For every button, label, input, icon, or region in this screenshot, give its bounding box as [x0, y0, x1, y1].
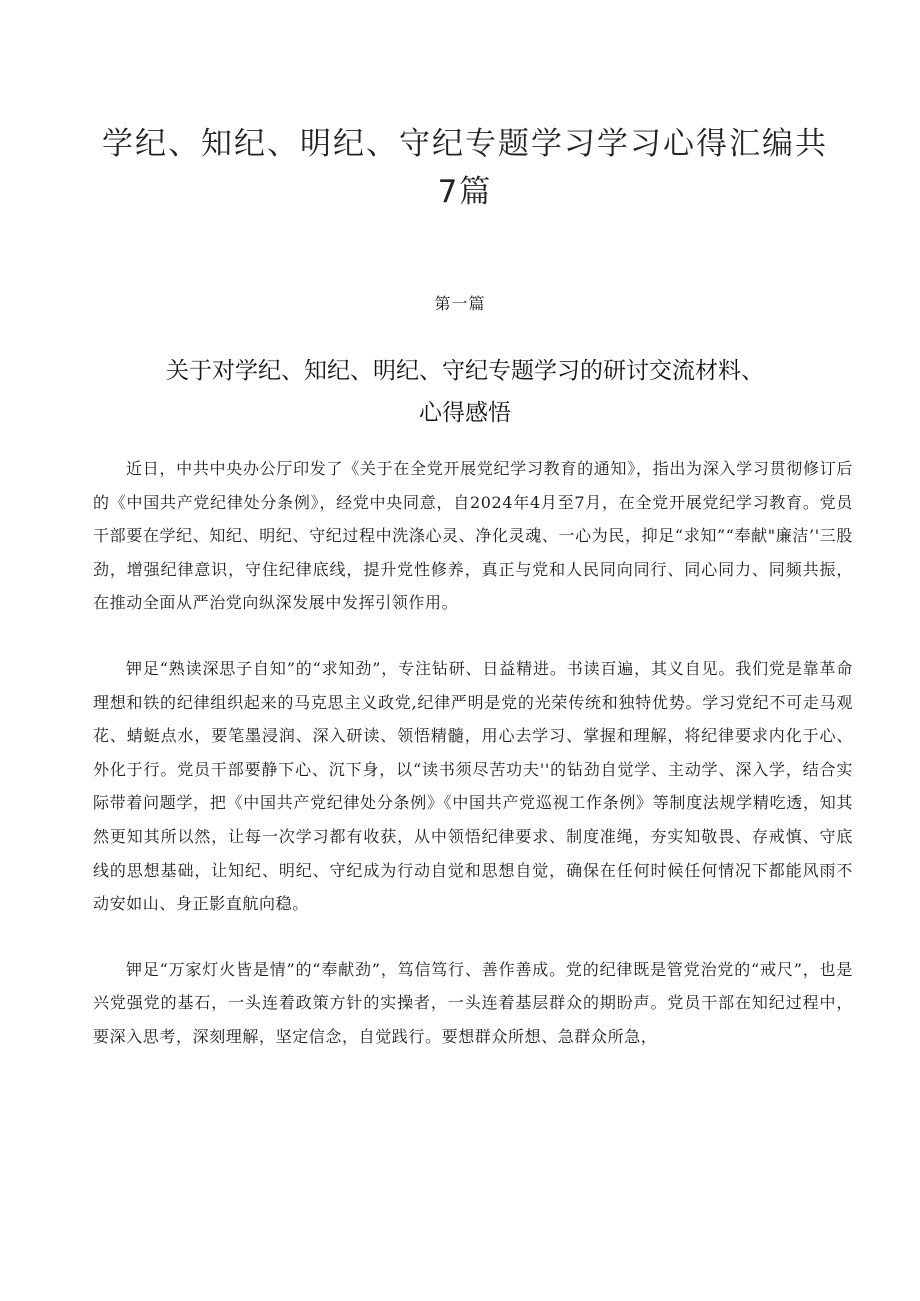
paragraph: 钾足“熟读深思子自知”的“求知劲”，专注钻研、日益精进。书读百遍，其义自见。我们党是靠革命理想和铁的纪律组织起来的马克思主义政党,纪律严明是党的光荣传统和独特优势。学习党纪不可走马观花、蜻蜓点水，要笔墨浸润、深入研读、领悟精髓，用心去学习、掌握和理解，将纪律要求内化于心、外化于行。党员干部要静下心、沉下身，以“读书须尽苦功夫''的钻劲自觉学、主动学、深入学，结合实际带着问题学，把《中国共产党纪律处分条例》《中国共产党巡视工作条例》等制度法规学精吃透，知其然更知其所以然，让每一次学习都有收获，从中领悟纪律要求、制度准绳，夯实知敬畏、存戒慎、守底线的思想基础，让知纪、明纪、守纪成为行动自觉和思想自觉，确保在任何时候任何情况下都能风雨不动安如山、身正影直航向稳。	[93, 658, 853, 914]
document-title: 学纪、知纪、明纪、守纪专题学习学习心得汇编共7篇	[102, 126, 828, 210]
paragraph: 近日，中共中央办公厅印发了《关于在全党开展党纪学习教育的通知》，指出为深入学习贯彻修订后的《中国共产党纪律处分条例》，经党中央同意，自2024年4月至7月，在全党开展党纪学习教育。党员干部要在学纪、知纪、明纪、守纪过程中洗涤心灵、净化灵魂、一心为民，抑足“求知”“奉献"廉洁’'三股劲，增强纪律意识，守住纪律底线，提升党性修养，真正与党和人民同向同行、同心同力、同频共振，在推动全面从严治党向纵深发展中发挥引领作用。	[93, 459, 853, 613]
paragraph: 钾足“万家灯火皆是情”的“奉献劲”，笃信笃行、善作善成。党的纪律既是管党治党的“戒尺”，也是兴党强党的基石，一头连着政策方针的实操者，一头连着基层群众的期盼声。党员干部在知纪过程中，要深入思考，深刻理解，坚定信念，自觉践行。要想群众所想、急群众所急，	[93, 959, 853, 1046]
document-body	[93, 452, 853, 1054]
section-title: 关于对学纪、知纪、明纪、守纪专题学习的研讨交流材料、心得感悟	[166, 358, 764, 426]
section-label: 第一篇	[434, 294, 486, 313]
